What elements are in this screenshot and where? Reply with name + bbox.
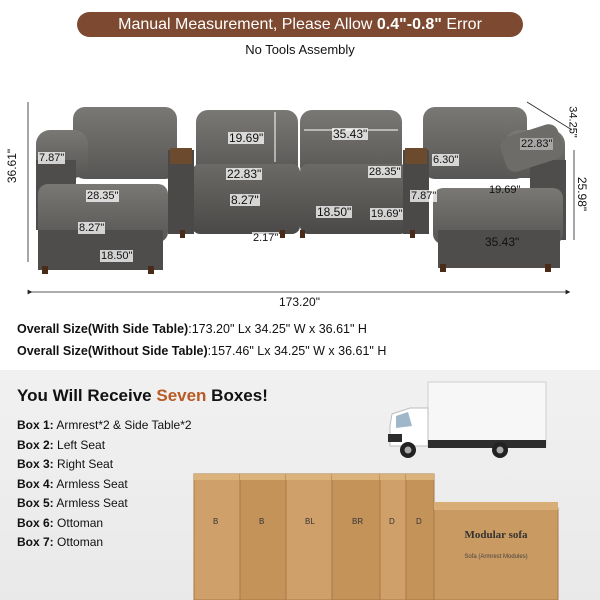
overall-without-value: :157.46" Lx 34.25" W x 36.61" H <box>207 344 387 358</box>
boxes-panel <box>0 370 600 600</box>
dim-right-back: 19.69" <box>489 184 521 196</box>
list-item: Box 2: Left Seat <box>17 437 106 452</box>
modular-sofa-box <box>434 502 558 600</box>
box-6 <box>406 474 434 600</box>
side-table-top-left <box>170 148 192 164</box>
list-item: Box 5: Armless Seat <box>17 496 128 510</box>
measurement-banner <box>77 12 523 37</box>
back-cushion-left <box>73 107 177 179</box>
banner-end-text: Error <box>441 16 482 33</box>
modular-sofa-label: Modular sofa <box>464 529 528 541</box>
list-item: Box 4: Armless Seat <box>17 476 128 491</box>
dim-right-ottoman-width: 35.43" <box>485 235 520 249</box>
box-2 <box>240 474 286 600</box>
box-label: D <box>416 517 422 526</box>
dim-width-total: 173.20" <box>279 295 320 309</box>
dim-ottoman-height: 25.98" <box>575 176 590 212</box>
list-item: Box 3: Right Seat <box>17 457 114 471</box>
overall-with-value: :173.20" Lx 34.25" W x 36.61" H <box>188 322 367 336</box>
boxes-title: You Will Receive Seven Boxes! <box>17 386 268 405</box>
box-4 <box>332 474 380 600</box>
dim-armless-back: 19.69" <box>371 208 403 220</box>
dim-seat-depth: 22.83" <box>227 167 262 181</box>
box-5 <box>380 474 406 600</box>
dim-armless-width: 35.43" <box>333 127 368 141</box>
dim-armless-ottoman-height: 18.50" <box>317 205 352 219</box>
list-item: Box 6: Ottoman <box>17 515 104 530</box>
modular-sofa-sub: Sofa (Armrest Modules) <box>464 554 528 560</box>
box-label: BL <box>305 517 315 526</box>
overall-without-label: Overall Size(Without Side Table) <box>17 344 208 358</box>
cardboard-boxes <box>194 474 434 600</box>
box-3 <box>286 474 332 600</box>
overall-size-without-table <box>17 344 386 358</box>
side-table-top-right <box>405 148 427 164</box>
dim-seat-height: 8.27" <box>231 193 259 207</box>
dim-left-ottoman-height: 8.27" <box>79 222 105 234</box>
overall-with-label: Overall Size(With Side Table) <box>17 322 189 336</box>
box-1 <box>194 474 240 600</box>
list-item: Box 7: Ottoman <box>17 535 104 549</box>
dim-side-table-top: 6.30" <box>433 154 459 166</box>
dim-armless-seat-depth: 28.35" <box>369 166 401 178</box>
box-label: BR <box>352 517 364 526</box>
dim-back-height: 19.69" <box>229 131 264 145</box>
banner-text: Manual Measurement, Please Allow <box>118 16 377 33</box>
dim-right-seat-depth: 22.83" <box>521 138 553 150</box>
banner-bold-text: 0.4"-0.8" <box>376 16 442 33</box>
dim-depth-total: 34.25" <box>566 106 579 138</box>
box-label: D <box>389 517 395 526</box>
dim-left-seat-depth: 28.35" <box>87 190 119 202</box>
boxes-count-accent: Seven <box>156 386 207 405</box>
dim-arm-width: 7.87" <box>39 152 65 164</box>
delivery-truck-icon <box>388 382 546 458</box>
dim-leg-height: 2.17" <box>253 232 279 244</box>
dim-side-table-width: 7.87" <box>411 190 437 202</box>
sofa-diagram <box>0 90 600 310</box>
overall-size-with-table <box>17 322 367 336</box>
dim-left-ottoman-width: 18.50" <box>101 250 133 262</box>
truck-and-boxes-illustration <box>0 370 600 600</box>
box-label: B <box>213 517 219 526</box>
list-item: Box 1: Armrest*2 & Side Table*2 <box>17 418 192 432</box>
assembly-subtitle: No Tools Assembly <box>245 42 355 57</box>
dim-height-total: 36.61" <box>5 148 20 184</box>
box-label: B <box>259 517 265 526</box>
